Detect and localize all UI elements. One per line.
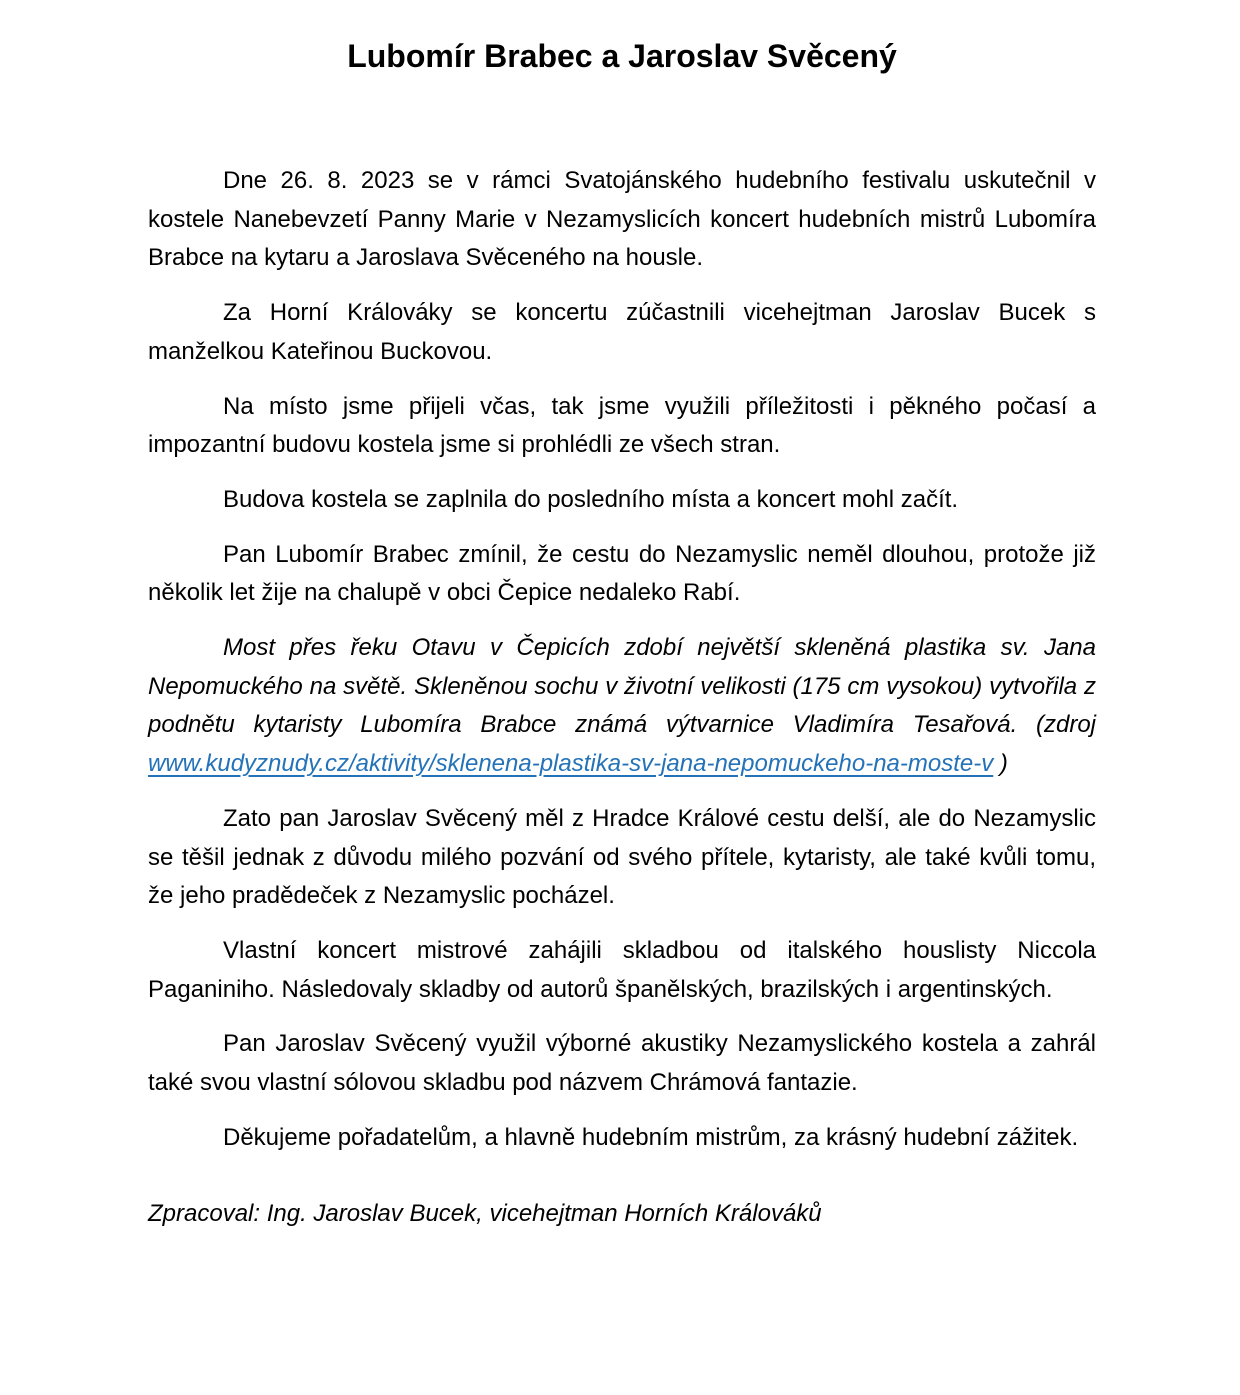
- document-page: [0, 34, 1240, 1395]
- source-quote-closing: ): [993, 750, 1008, 778]
- paragraph-delegation: Za Horní Králováky se koncertu zúčastnili vicehejtman Jaroslav Bucek s manželkou Kateřinou Buckovou.: [148, 299, 1096, 365]
- paragraph-intro: Dne 26. 8. 2023 se v rámci Svatojánského hudebního festivalu uskutečnil v kostele Nanebevzetí Panny Marie v Nezamyslicích koncert hudebních mistrů Lubomíra Brabce na kytaru a Jaroslava Svěceného na housle.: [148, 167, 1096, 272]
- document-body: [148, 162, 1096, 1234]
- paragraph-sveceny-journey: Zato pan Jaroslav Svěcený měl z Hradce Králové cestu delší, ale do Nezamyslic se těšil jednak z důvodu milého pozvání od svého přítele, kytaristy, ale také kvůli tomu, že jeho pradědeček z Nezamyslic pocházel.: [148, 804, 1096, 910]
- paragraph-arrival: Na místo jsme přijeli včas, tak jsme využili příležitosti i pěkného počasí a impozantní budovu kostela jsme si prohlédli ze všech stran.: [148, 392, 1096, 459]
- author-line: Zpracoval: Ing. Jaroslav Bucek, vicehejtman Horních Králováků: [148, 1200, 822, 1228]
- paragraph-thanks: Děkujeme pořadatelům, a hlavně hudebním mistrům, za krásný hudební zážitek.: [223, 1123, 1079, 1151]
- paragraph-solo-piece: Pan Jaroslav Svěcený využil výborné akustiky Nezamyslického kostela a zahrál také svou vlastní sólovou skladbu pod názvem Chrámová fantazie.: [148, 1030, 1096, 1097]
- source-quote-text: Most přes řeku Otavu v Čepicích zdobí největší skleněná plastika sv. Jana Nepomuckého na světě. Skleněnou sochu v životní velikosti (175 cm vysokou) vytvořila z podnětu kytaristy Lubomíra Brabce známá výtvarnice Vladimíra Tesařová. (zdroj: [148, 634, 1096, 739]
- paragraph-church-full: Budova kostela se zaplnila do posledního místa a koncert mohl začít.: [223, 485, 959, 513]
- document-title: Lubomír Brabec a Jaroslav Svěcený: [347, 38, 897, 74]
- paragraph-brabec-journey: Pan Lubomír Brabec zmínil, že cestu do Nezamyslic neměl dlouhou, protože již několik let žije na chalupě v obci Čepice nedaleko Rabí.: [148, 540, 1096, 607]
- source-hyperlink[interactable]: www.kudyznudy.cz/aktivity/sklenena-plastika-sv-jana-nepomuckeho-na-moste-v: [148, 750, 994, 778]
- paragraph-concert-program: Vlastní koncert mistrové zahájili skladbou od italského houslisty Niccola Paganiniho. Následovaly skladby od autorů španělských, brazilských i argentinských.: [148, 936, 1096, 1003]
- paragraph-source-quote: [148, 629, 1096, 784]
